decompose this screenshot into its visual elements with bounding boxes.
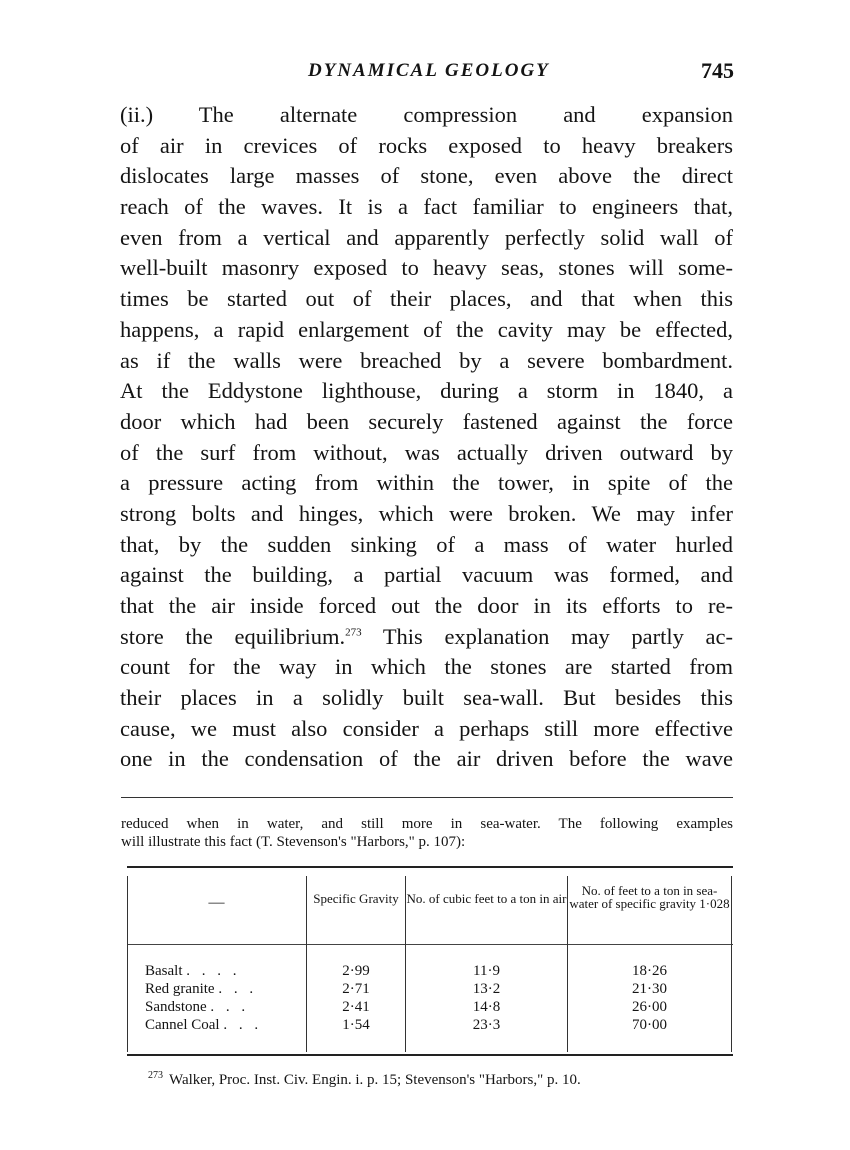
rock-name: Sandstone bbox=[145, 999, 207, 1015]
seawater-feet-cell: 21·30 bbox=[632, 981, 667, 997]
running-head bbox=[118, 58, 734, 88]
text-line: against the building, a partial vacuum was formed, and bbox=[120, 562, 733, 588]
table-header-rule bbox=[127, 944, 733, 945]
table-row bbox=[127, 962, 733, 980]
footnote-divider bbox=[121, 797, 733, 798]
footnote-reference: 273 bbox=[345, 626, 362, 639]
text-line: their places in a solidly built sea-wall. But besides this bbox=[120, 685, 733, 711]
text-line: of the surf from without, was actually driven outward by bbox=[120, 439, 733, 465]
table-body bbox=[127, 962, 733, 1034]
text-line: that, by the sudden sinking of a mass of water hurled bbox=[120, 531, 733, 557]
cubic-feet-cell: 14·8 bbox=[472, 999, 501, 1015]
table-row bbox=[127, 980, 733, 998]
body-paragraph bbox=[120, 100, 733, 775]
rock-name-cell bbox=[145, 1016, 262, 1034]
text-line: dislocates large masses of stone, even above the direct bbox=[120, 163, 733, 189]
text-line: one in the condensation of the air driven before the wave bbox=[120, 746, 733, 772]
header-specific-gravity: Specific Gravity bbox=[313, 891, 399, 906]
rock-name: Basalt bbox=[145, 963, 183, 979]
text-line: of air in crevices of rocks exposed to heavy breakers bbox=[120, 132, 733, 158]
leader-dots: . . . bbox=[223, 1017, 263, 1033]
gravity-cell: 2·99 bbox=[342, 963, 370, 979]
leader-dots: . . . bbox=[210, 999, 250, 1015]
text-line: even from a vertical and apparently perfectly solid wall of bbox=[120, 224, 733, 250]
text-line: door which had been securely fastened against the force bbox=[120, 408, 733, 434]
footnote-number: 273 bbox=[148, 1070, 163, 1081]
leader-dots: . . . bbox=[218, 981, 258, 997]
text-line: happens, a rapid enlargement of the cavity may be effected, bbox=[120, 316, 733, 342]
cubic-feet-cell: 11·9 bbox=[473, 963, 500, 979]
cubic-feet-cell: 23·3 bbox=[472, 1017, 501, 1033]
text-line: well-built masonry exposed to heavy seas, stones will some- bbox=[120, 255, 733, 281]
running-title: DYNAMICAL GEOLOGY bbox=[308, 60, 550, 81]
rock-name: Red granite bbox=[145, 981, 215, 997]
table-bottom-rule bbox=[127, 1054, 733, 1056]
cubic-feet-cell: 13·2 bbox=[472, 981, 501, 997]
text-line: times be started out of their places, and that when this bbox=[120, 286, 733, 312]
text-line: (ii.) The alternate compression and expansion bbox=[120, 102, 733, 127]
header-feet-seawater: No. of feet to a ton in sea-water of specific gravity 1·028 bbox=[569, 883, 730, 911]
text-line bbox=[120, 622, 733, 653]
specific-gravity-table bbox=[127, 866, 733, 1056]
text-line: cause, we must also consider a perhaps still more effective bbox=[120, 715, 733, 741]
gravity-cell: 2·41 bbox=[342, 999, 370, 1015]
text-line: strong bolts and hinges, which were broken. We may infer bbox=[120, 500, 733, 526]
text-line: that the air inside forced out the door in its efforts to re- bbox=[120, 593, 733, 618]
rock-name-cell bbox=[145, 962, 241, 980]
rock-name-cell bbox=[145, 980, 257, 998]
page-number: 745 bbox=[701, 58, 734, 83]
text-line: as if the walls were breached by a severe bombardment. bbox=[120, 347, 733, 373]
text-line-tail: This explanation may partly ac- bbox=[361, 623, 733, 649]
table-row bbox=[127, 1016, 733, 1034]
table-row bbox=[127, 998, 733, 1016]
gravity-cell: 2·71 bbox=[342, 981, 370, 997]
text-line-head: store the equilibrium. bbox=[120, 623, 346, 649]
footnote bbox=[148, 1070, 734, 1090]
rock-name-cell bbox=[145, 998, 249, 1016]
header-stub: — bbox=[208, 894, 225, 911]
text-line: a pressure acting from within the tower, in spite of the bbox=[120, 470, 733, 496]
footnote-text: Walker, Proc. Inst. Civ. Engin. i. p. 15; Stevenson's "Harbors," p. 10. bbox=[169, 1072, 581, 1088]
leader-dots: . . . . bbox=[186, 963, 241, 979]
text-line: count for the way in which the stones are started from bbox=[120, 654, 733, 680]
seawater-feet-cell: 18·26 bbox=[632, 963, 667, 979]
seawater-feet-cell: 26·00 bbox=[632, 999, 667, 1015]
note-line: reduced when in water, and still more in sea-water. The following examples bbox=[121, 816, 733, 832]
continued-note bbox=[121, 815, 733, 851]
seawater-feet-cell: 70·00 bbox=[632, 1017, 667, 1033]
table-top-rule bbox=[127, 866, 733, 868]
text-line: reach of the waves. It is a fact familiar to engineers that, bbox=[120, 194, 733, 220]
note-line: will illustrate this fact (T. Stevenson's "Harbors," p. 107): bbox=[121, 834, 466, 850]
rock-name: Cannel Coal bbox=[145, 1017, 220, 1033]
text-line: At the Eddystone lighthouse, during a storm in 1840, a bbox=[120, 378, 733, 404]
header-cubic-feet-air: No. of cubic feet to a ton in air bbox=[406, 891, 567, 906]
gravity-cell: 1·54 bbox=[342, 1017, 370, 1033]
